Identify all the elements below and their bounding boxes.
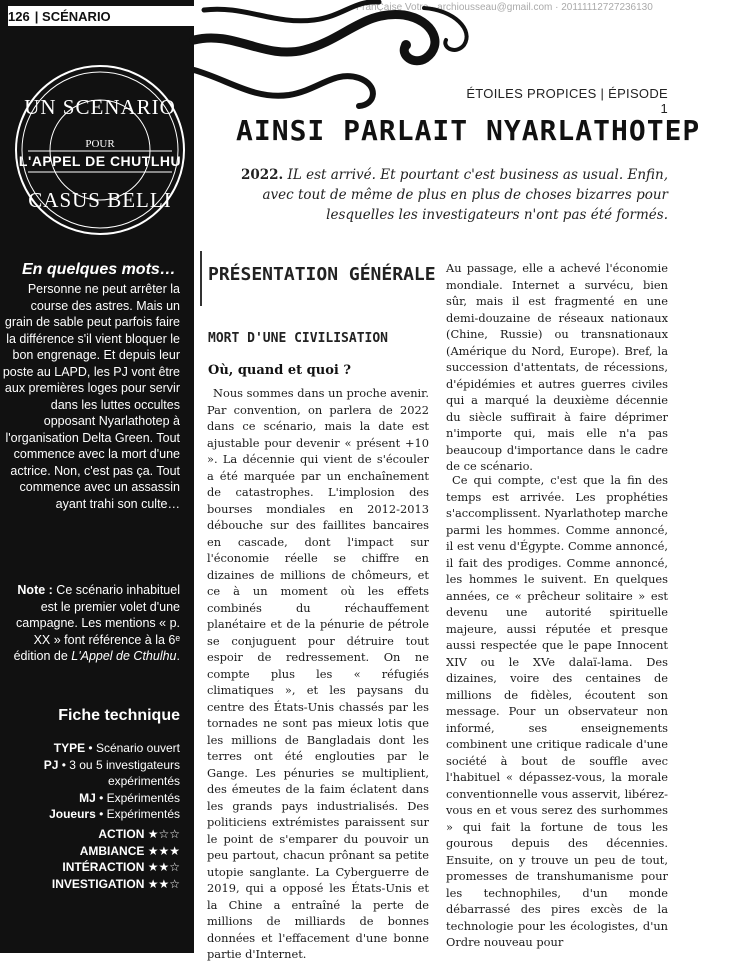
summary-text: Personne ne peut arrêter la course des astres. Mais un grain de sable peut parfois faire la différence s'il vient bloquer le bon engrenage. Et depuis leur poste au LAPD, les PJ vont être aux premières loges pour servir dans les luttes occultes opposant Nyarlathotep à l'organisation Delta Green. Tout commence avec la mort d'une actrice. Non, c'est pas ça. Tout commence avec un assassin ayant trahi son culte… [2,282,180,511]
fiche-list [0,740,180,823]
fiche-item: Joueurs • Expérimentés [49,807,180,821]
fiche-heading: Fiche technique [58,707,180,724]
section-heading: PRÉSENTATION GÉNÉRALE [208,264,436,285]
subsection-heading: MORT D'UNE CIVILISATION [208,331,389,346]
rating-item [0,859,180,876]
seal-middle-text: L'APPEL DE CHUTLHU [18,153,182,169]
article-body [200,258,676,961]
running-head-divider: | [34,9,43,24]
rating-stars: ★☆☆ [147,827,180,841]
seal-top-text: UN SCENARIO [24,95,176,119]
note-end: . [176,649,180,663]
note-paragraph [0,582,180,665]
seal-pour-text: POUR [85,138,115,150]
rating-label: INVESTIGATION [51,876,145,891]
fiche-label: TYPE [53,741,86,755]
fiche-label: PJ [43,757,59,772]
note-book-title: L'Appel de Cthulhu [71,649,177,663]
sub-subsection-heading: Où, quand et quoi ? [208,363,351,378]
rating-item [0,876,180,893]
sidebar [0,0,194,953]
fiche-item: TYPE • Scénario ouvert [53,741,180,755]
seal-bottom-text: CASUS BELLI [28,188,172,212]
ratings-list [0,826,180,892]
fiche-label: MJ [79,790,96,805]
rating-label: AMBIANCE [79,843,145,858]
intro-paragraph [212,165,668,225]
rating-item [0,826,180,843]
page-title: AINSI PARLAIT NYARLATHOTEP [236,114,701,147]
rating-stars: ★★★ [147,843,180,858]
fiche-value: 3 ou 5 investigateurs expérimentés [69,757,180,788]
section-name: SCÉNARIO [42,9,111,24]
tentacle-ornament-icon [194,0,494,120]
series-label: ÉTOILES PROPICES | ÉPISODE 1 [466,86,668,116]
fiche-value: Expérimentés [106,807,180,821]
summary-heading: En quelques mots… [22,261,176,278]
note-label: Note : [17,583,53,597]
fiche-item: MJ • Expérimentés [79,790,180,805]
rating-item [0,843,180,860]
rating-stars: ★★☆ [147,876,180,891]
intro-year: 2022. [240,167,284,183]
fiche-value: Expérimentés [106,790,180,805]
column-2-text-a: Au passage, elle a achevé l'économie mondiale. Internet a survécu, bien sûr, mais il est fragmenté en une demi-douzaine de réseaux nationaux (Chine, Russie) ou transnationaux (Amérique du Nord, Europe). Bref, la succession d'attentats, de récessions, d'épidémies et autres guerres civiles qui a marqué la deuxième décennie du siècle suffirait à faire déprimer n'importe qui, mais elle n'a pas beaucoup d'importance dans le cadre de ce scénario. [446,261,668,473]
column-2-text-b: Ce qui compte, c'est que la fin des temps est arrivée. Les prophéties s'accomplissent. Nyarlathotep marche parmi les hommes. Comme annoncé, il est venu d'Égypte. Comme annoncé, il fait des prodiges. Comme annoncé, les hommes le suivent. En quelques années, ce « prêcheur solitaire » est devenu une autorité spirituelle majeure, aussi réputée et presque aussi respectée que le pape Innocent XIV ou le XVe dalaï-lama. Des dizaines, voire des centaines de millions de fidèles, écoutent son message. Pour un observateur non informé, ses enseignements combinent une critique radicale d'une société à bout de souffle avec l'habituel « dépassez-vous, la morale conventionnelle vous asservit, libérez-vous en et vous serez des surhommes » qui fait la fortune de tous les gourous depuis des décennies. Ensuite, on y trouve un peu de tout, promesses de transhumanisme pour les technophiles, d'un monde débarrassé des pires excès de la technologie pour les écologistes, d'un Ordre nouveau pour [446,473,668,949]
seal-logo [10,60,190,240]
running-head [8,6,194,26]
column-1-text: Nous sommes dans un proche avenir. Par convention, on parlera de 2022 dans ce scénario, mais la date est ajustable pour devenir « présent +10 ». La décennie qui vient de s'écouler a été marquée par un enchaînement de catastrophes. L'implosion des bourses mondiales en 2012-2013 débouche sur des faillites bancaires en cascade, dont l'impact sur l'économie réelle se chiffre en dizaines de millions de chômeurs, et ce à un moment où les effets combinés du réchauffement planétaire et de la pénurie de pétrole se conjuguent pour détruire tout espoir de redressement. On ne compte plus les « réfugiés climatiques », et les paysans du centre des États-Unis chassés par les tornades ne sont pas mieux lotis que les millions de Bangladais dont les terres ont été englouties par le Gange. Les pénuries se multiplient, des émeutes de la faim éclatent dans les grands pays industrialisés. Des politiciens extrémistes paraissent sur le point de s'emparer du pouvoir un peu partout, chacun prônant sa petite utopie sanglante. La Cyberguerre de 2019, qui a opposé les États-Unis et la Chine a entraîné la perte de millions de milliards de bonnes données et l'effacement d'une bonne partie d'Internet. [207,386,429,961]
note-text: Ce scénario inhabituel est le premier volet d'une campagne. Les mentions « p. XX » font référence à la 6ᵉ édition de [13,583,180,663]
seal-ring-icon [10,60,190,240]
page-number: 126 [8,9,30,24]
rating-label: ACTION [98,827,145,841]
intro-text: IL est arrivé. Et pourtant c'est business as usual. Enfin, avec tout de même de plus en plus de choses bizarres pour lesquelles les investigateurs n'ont pas été formés. [262,167,668,223]
fiche-value: Scénario ouvert [95,741,180,755]
rating-label: INTÉRACTION [62,860,145,874]
rating-stars: ★★☆ [147,860,180,874]
fiche-label: Joueurs [49,807,96,821]
fiche-item: PJ • 3 ou 5 investigateurs expérimentés [43,757,180,788]
download-stamp: FranÇaise Votre · archiousseau@gmail.com · 20111112727236130 [356,2,653,13]
